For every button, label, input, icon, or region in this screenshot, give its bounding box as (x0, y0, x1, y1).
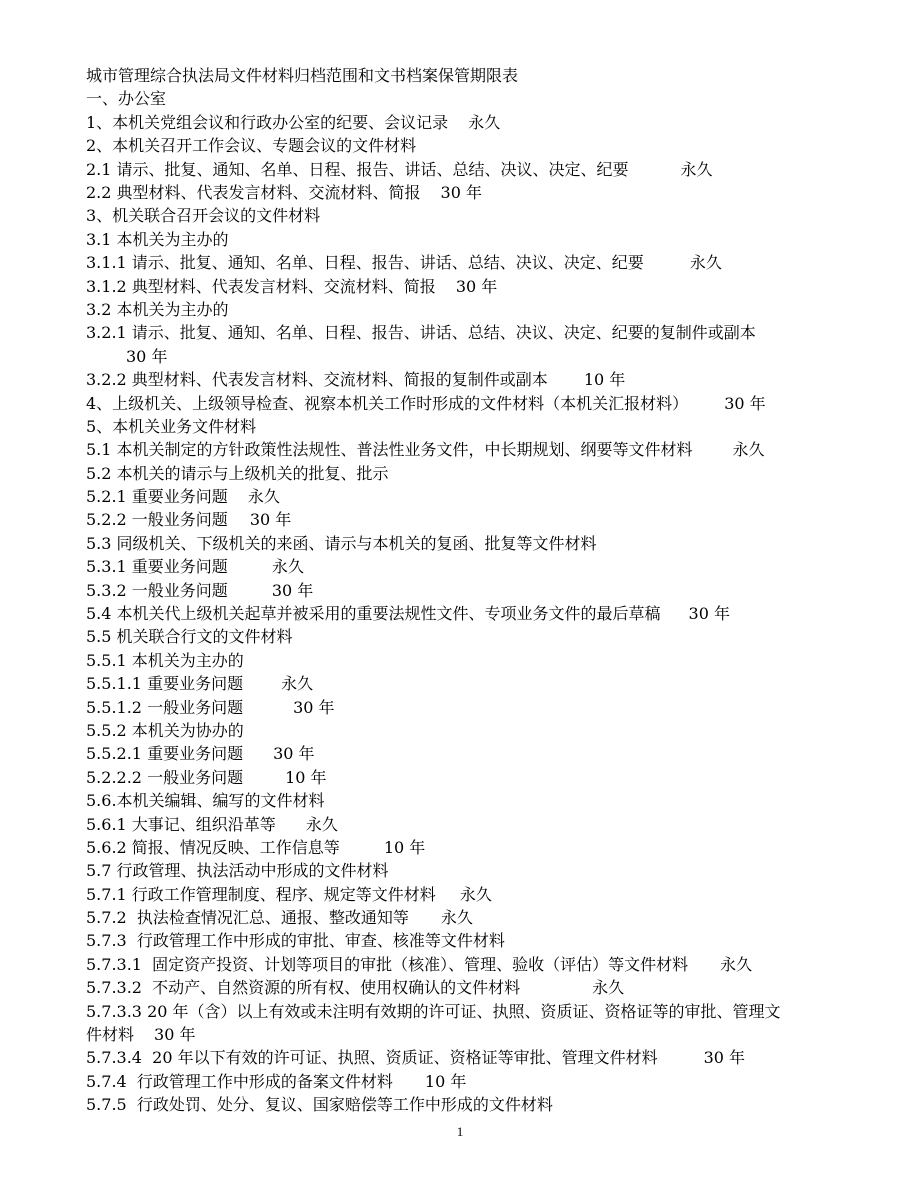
document-line (86, 438, 862, 461)
retention-term: 永久 (720, 954, 753, 974)
retention-term: 永久 (468, 112, 501, 132)
document-line (86, 1093, 862, 1116)
retention-term: 10 年 (424, 1071, 467, 1091)
document-line (86, 836, 862, 859)
line-text: 5.7.4 行政管理工作中形成的备案文件材料 (86, 1071, 393, 1091)
document-line (86, 415, 862, 438)
retention-term: 永久 (440, 908, 473, 928)
retention-term: 永久 (271, 557, 304, 577)
retention-term: 30 年 (440, 182, 482, 202)
line-text: 5.7.3.2 不动产、自然资源的所有权、使用权确认的文件材料 (86, 978, 521, 998)
document-line (86, 158, 862, 181)
document-line (86, 532, 862, 555)
line-continuation: 件材料 30 年 (86, 1025, 196, 1045)
document-line (86, 298, 862, 321)
document-line (86, 111, 862, 134)
document-line (86, 87, 862, 110)
line-text: 5.6.本机关编辑、编写的文件材料 (86, 791, 325, 811)
line-continuation (86, 345, 862, 368)
document-line (86, 602, 862, 625)
retention-term: 30 年 (293, 697, 335, 717)
line-text: 5.5 机关联合行文的文件材料 (86, 627, 293, 647)
line-text: 5.7.3 行政管理工作中形成的审批、审查、核准等文件材料 (86, 931, 505, 951)
line-text: 5.2.1 重要业务问题 (86, 487, 228, 507)
document-line (86, 813, 862, 836)
document-line (86, 181, 862, 204)
retention-term: 10 年 (285, 767, 327, 787)
line-text: 5.2.2 一般业务问题 (86, 510, 228, 530)
retention-term: 30 年 (271, 580, 314, 600)
document-line (86, 579, 862, 602)
document-line (86, 134, 862, 157)
document-line (86, 251, 862, 274)
document-line (86, 696, 862, 719)
page-number: 1 (456, 1124, 464, 1139)
document-line (86, 766, 862, 789)
document-line (86, 672, 862, 695)
document-line (86, 929, 862, 952)
line-text: 5.5.1.2 一般业务问题 (86, 697, 244, 717)
document-line (86, 1046, 862, 1069)
document-line (86, 392, 862, 415)
retention-term: 永久 (592, 978, 625, 998)
line-text: 5.5.1 本机关为主办的 (86, 650, 244, 670)
line-text: 一、办公室 (86, 89, 167, 109)
document-line (86, 462, 862, 485)
line-text: 3.1 本机关为主办的 (86, 229, 229, 249)
line-text: 5、本机关业务文件材料 (86, 416, 257, 436)
line-text: 5.5.2.1 重要业务问题 (86, 744, 244, 764)
line-text: 5.2 本机关的请示与上级机关的批复、批示 (86, 463, 389, 483)
line-text: 5.3.2 一般业务问题 (86, 580, 228, 600)
document-line (86, 275, 862, 298)
retention-term: 永久 (689, 253, 722, 273)
retention-term: 30 年 (273, 744, 315, 764)
retention-term: 永久 (459, 884, 492, 904)
retention-term: 30 年 (703, 1048, 746, 1068)
document-line (86, 625, 862, 648)
document-line (86, 883, 862, 906)
document-line (86, 485, 862, 508)
document-line (86, 321, 862, 368)
line-text: 5.5.2 本机关为协办的 (86, 720, 244, 740)
retention-term: 永久 (732, 440, 765, 460)
document-line (86, 719, 862, 742)
document-line (86, 228, 862, 251)
retention-term: 10 年 (383, 837, 426, 857)
retention-term: 永久 (680, 159, 713, 179)
retention-term: 永久 (247, 487, 280, 507)
retention-term: 30 年 (154, 1025, 196, 1045)
line-text: 5.2.2.2 一般业务问题 (86, 767, 244, 787)
document-line (86, 649, 862, 672)
document-line (86, 906, 862, 929)
line-text: 5.7.3.1 固定资产投资、计划等项目的审批（核准）、管理、验收（评估）等文件材料 (86, 954, 689, 974)
document-line (86, 859, 862, 882)
line-text: 4、上级机关、上级领导检查、视察本机关工作时形成的文件材料（本机关汇报材料） (86, 393, 689, 413)
line-text: 5.6.2 简报、情况反映、工作信息等 (86, 837, 340, 857)
document-line (86, 789, 862, 812)
line-text: 5.1 本机关制定的方针政策性法规性、普法性业务文件，中长期规划、纲要等文件材料 (86, 440, 693, 460)
retention-term: 永久 (305, 814, 338, 834)
line-text: 3.1.2 典型材料、代表发言材料、交流材料、简报 (86, 276, 436, 296)
document-line (86, 508, 862, 531)
line-text: 2、本机关召开工作会议、专题会议的文件材料 (86, 136, 417, 156)
line-text: 1、本机关党组会议和行政办公室的纪要、会议记录 (86, 112, 449, 132)
retention-term: 30 年 (724, 393, 766, 413)
line-text: 5.7.3.3 20 年（含）以上有效或未注明有效期的许可证、执照、资质证、资格证等的审批、管理文 (86, 1001, 781, 1021)
document-page (86, 64, 862, 1117)
retention-term: 30 年 (455, 276, 498, 296)
document-line (86, 742, 862, 765)
line-text: 5.7.5 行政处罚、处分、复议、国家赔偿等工作中形成的文件材料 (86, 1095, 553, 1115)
document-line (86, 204, 862, 227)
line-text: 5.3.1 重要业务问题 (86, 557, 228, 577)
document-line (86, 1070, 862, 1093)
line-text: 3.2.2 典型材料、代表发言材料、交流材料、简报的复制件或副本 (86, 370, 548, 390)
line-text: 3.2 本机关为主办的 (86, 299, 229, 319)
line-text: 2.1 请示、批复、通知、名单、日程、报告、讲话、总结、决议、决定、纪要 (86, 159, 629, 179)
document-line (86, 368, 862, 391)
retention-term: 30 年 (688, 604, 730, 624)
line-text: 5.4 本机关代上级机关起草并被采用的重要法规性文件、专项业务文件的最后草稿 (86, 604, 661, 624)
document-body (86, 87, 862, 1116)
retention-term: 30 年 (126, 346, 168, 366)
document-line (86, 1000, 862, 1047)
line-text: 5.7 行政管理、执法活动中形成的文件材料 (86, 861, 389, 881)
line-text: 3.1.1 请示、批复、通知、名单、日程、报告、讲话、总结、决议、决定、纪要 (86, 253, 644, 273)
line-text: 5.3 同级机关、下级机关的来函、请示与本机关的复函、批复等文件材料 (86, 533, 597, 553)
line-text: 3.2.1 请示、批复、通知、名单、日程、报告、讲话、总结、决议、决定、纪要的复制件或副本 (86, 323, 756, 343)
line-text: 5.7.1 行政工作管理制度、程序、规定等文件材料 (86, 884, 436, 904)
document-title: 城市管理综合执法局文件材料归档范围和文书档案保管期限表 (86, 66, 519, 85)
line-text: 5.7.3.4 20 年以下有效的许可证、执照、资质证、资格证等审批、管理文件材料 (86, 1048, 658, 1068)
document-line (86, 976, 862, 999)
line-text: 3、机关联合召开会议的文件材料 (86, 206, 321, 226)
retention-term: 30 年 (249, 510, 292, 530)
line-text: 5.7.2 执法检查情况汇总、通报、整改通知等 (86, 908, 409, 928)
retention-term: 永久 (281, 674, 314, 694)
line-text: 2.2 典型材料、代表发言材料、交流材料、简报 (86, 182, 421, 202)
line-text: 5.6.1 大事记、组织沿革等 (86, 814, 276, 834)
document-line (86, 555, 862, 578)
line-text: 5.5.1.1 重要业务问题 (86, 674, 244, 694)
retention-term: 10 年 (583, 370, 626, 390)
document-line (86, 953, 862, 976)
